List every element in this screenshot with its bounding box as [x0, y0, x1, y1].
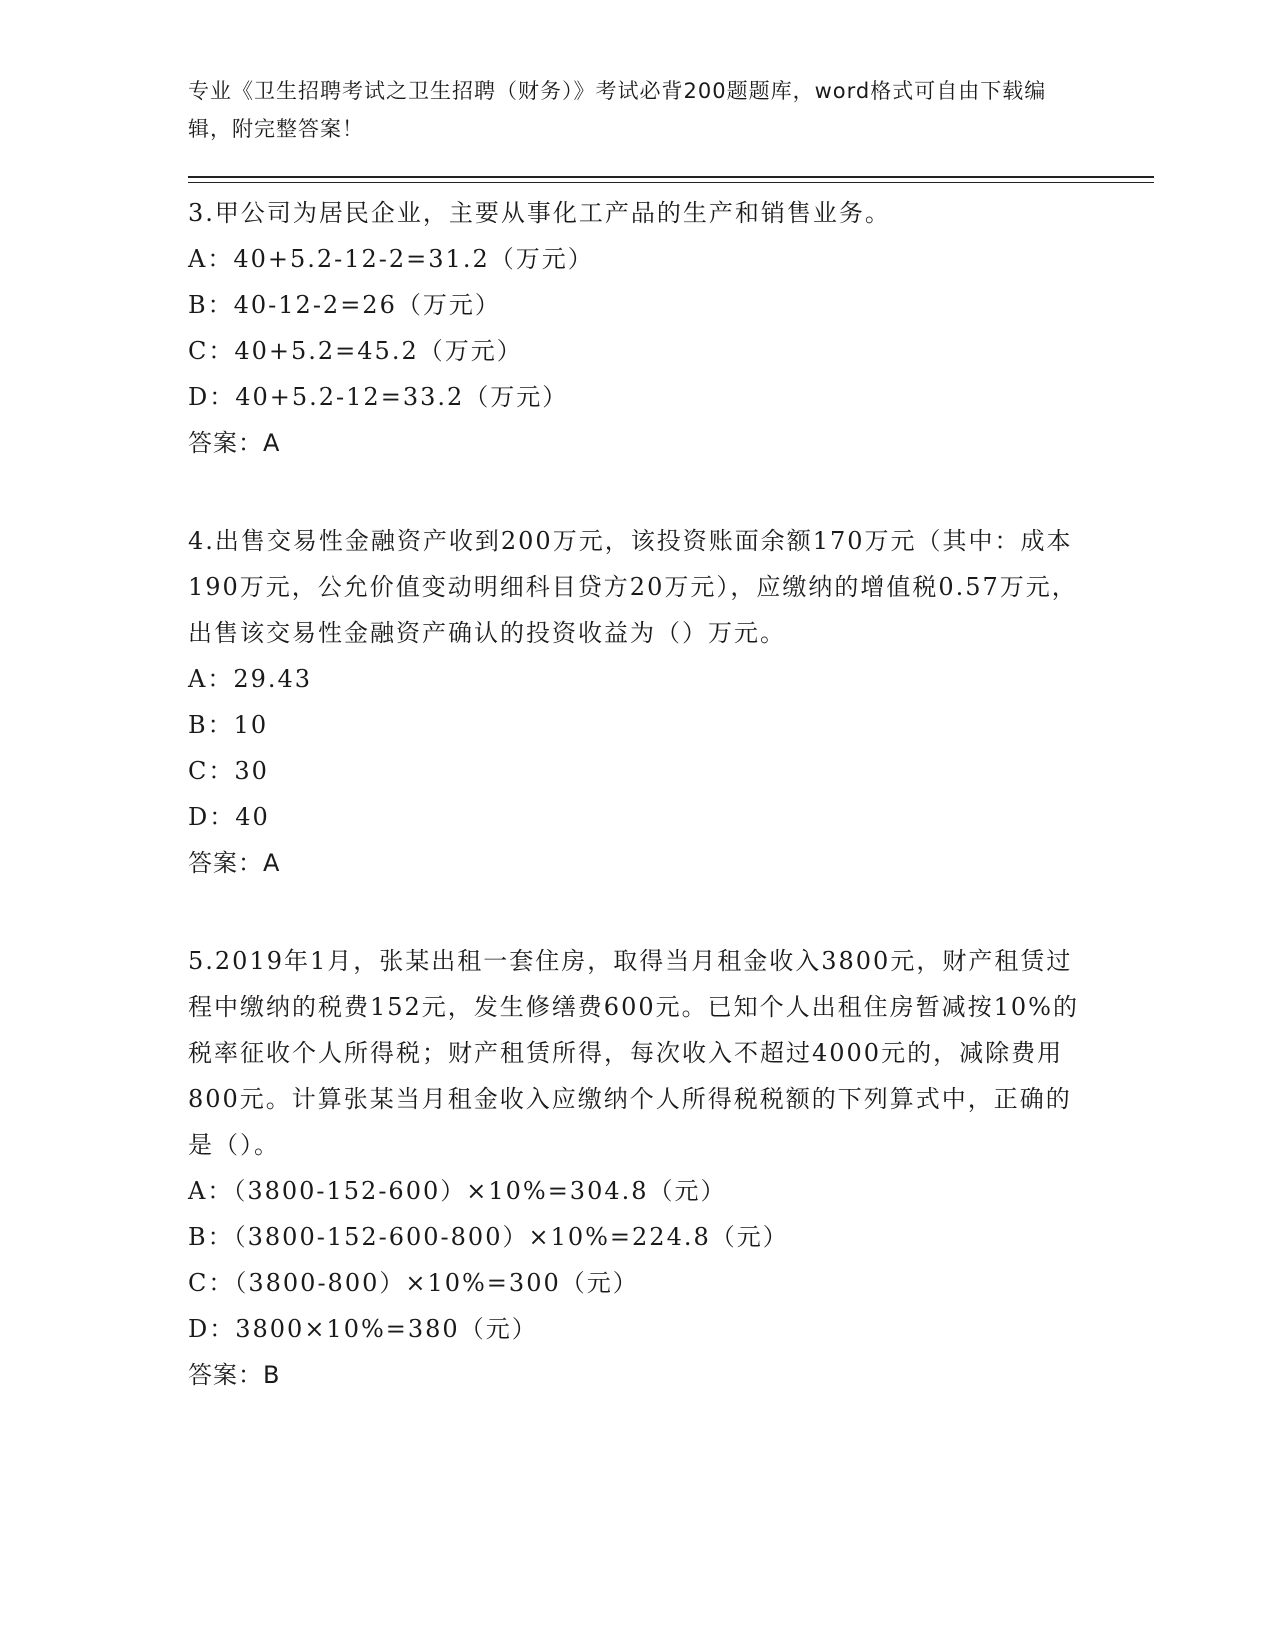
option-a: A：29.43 [188, 665, 313, 693]
answer-label: 答案：A [188, 849, 281, 877]
question-3 [188, 190, 1088, 466]
option-a: A：40+5.2-12-2=31.2（万元） [188, 245, 594, 273]
header-title: 专业《卫生招聘考试之卫生招聘（财务）》考试必背200题题库，word格式可自由下载编辑，附完整答案！ [188, 79, 1047, 141]
question-4 [188, 518, 1088, 886]
option-b: B：40-12-2=26（万元） [188, 291, 501, 319]
question-stem: 4.出售交易性金融资产收到200万元，该投资账面余额170万元（其中：成本190万元，公允价值变动明细科目贷方20万元），应缴纳的增值税0.57万元，出售该交易性金融资产确认的投资收益为（）万元。 [188, 527, 1078, 647]
option-d: D：40+5.2-12=33.2（万元） [188, 383, 569, 411]
option-d: D：3800×10%=380（元） [188, 1315, 538, 1343]
question-5 [188, 938, 1088, 1398]
answer-label: 答案：A [188, 429, 281, 457]
option-b: B：10 [188, 711, 269, 739]
option-b: B：（3800-152-600-800）×10%=224.8（元） [188, 1223, 789, 1251]
header-divider-thin [188, 182, 1154, 183]
option-c: C：30 [188, 757, 269, 785]
option-d: D：40 [188, 803, 270, 831]
question-list [188, 190, 1088, 1450]
question-stem: 5.2019年1月，张某出租一套住房，取得当月租金收入3800元，财产租赁过程中缴纳的税费152元，发生修缮费600元。已知个人出租住房暂减按10%的税率征收个人所得税；财产租赁所得，每次收入不超过4000元的，减除费用800元。计算张某当月租金收入应缴纳个人所得税税额的下列算式中，正确的是（）。 [188, 947, 1079, 1159]
option-c: C：（3800-800）×10%=300（元） [188, 1269, 639, 1297]
answer-label: 答案：B [188, 1361, 281, 1389]
document-header [188, 72, 1068, 148]
option-a: A：（3800-152-600）×10%=304.8（元） [188, 1177, 727, 1205]
question-stem: 3.甲公司为居民企业，主要从事化工产品的生产和销售业务。 [188, 199, 891, 227]
option-c: C：40+5.2=45.2（万元） [188, 337, 523, 365]
header-divider-thick [188, 176, 1154, 178]
